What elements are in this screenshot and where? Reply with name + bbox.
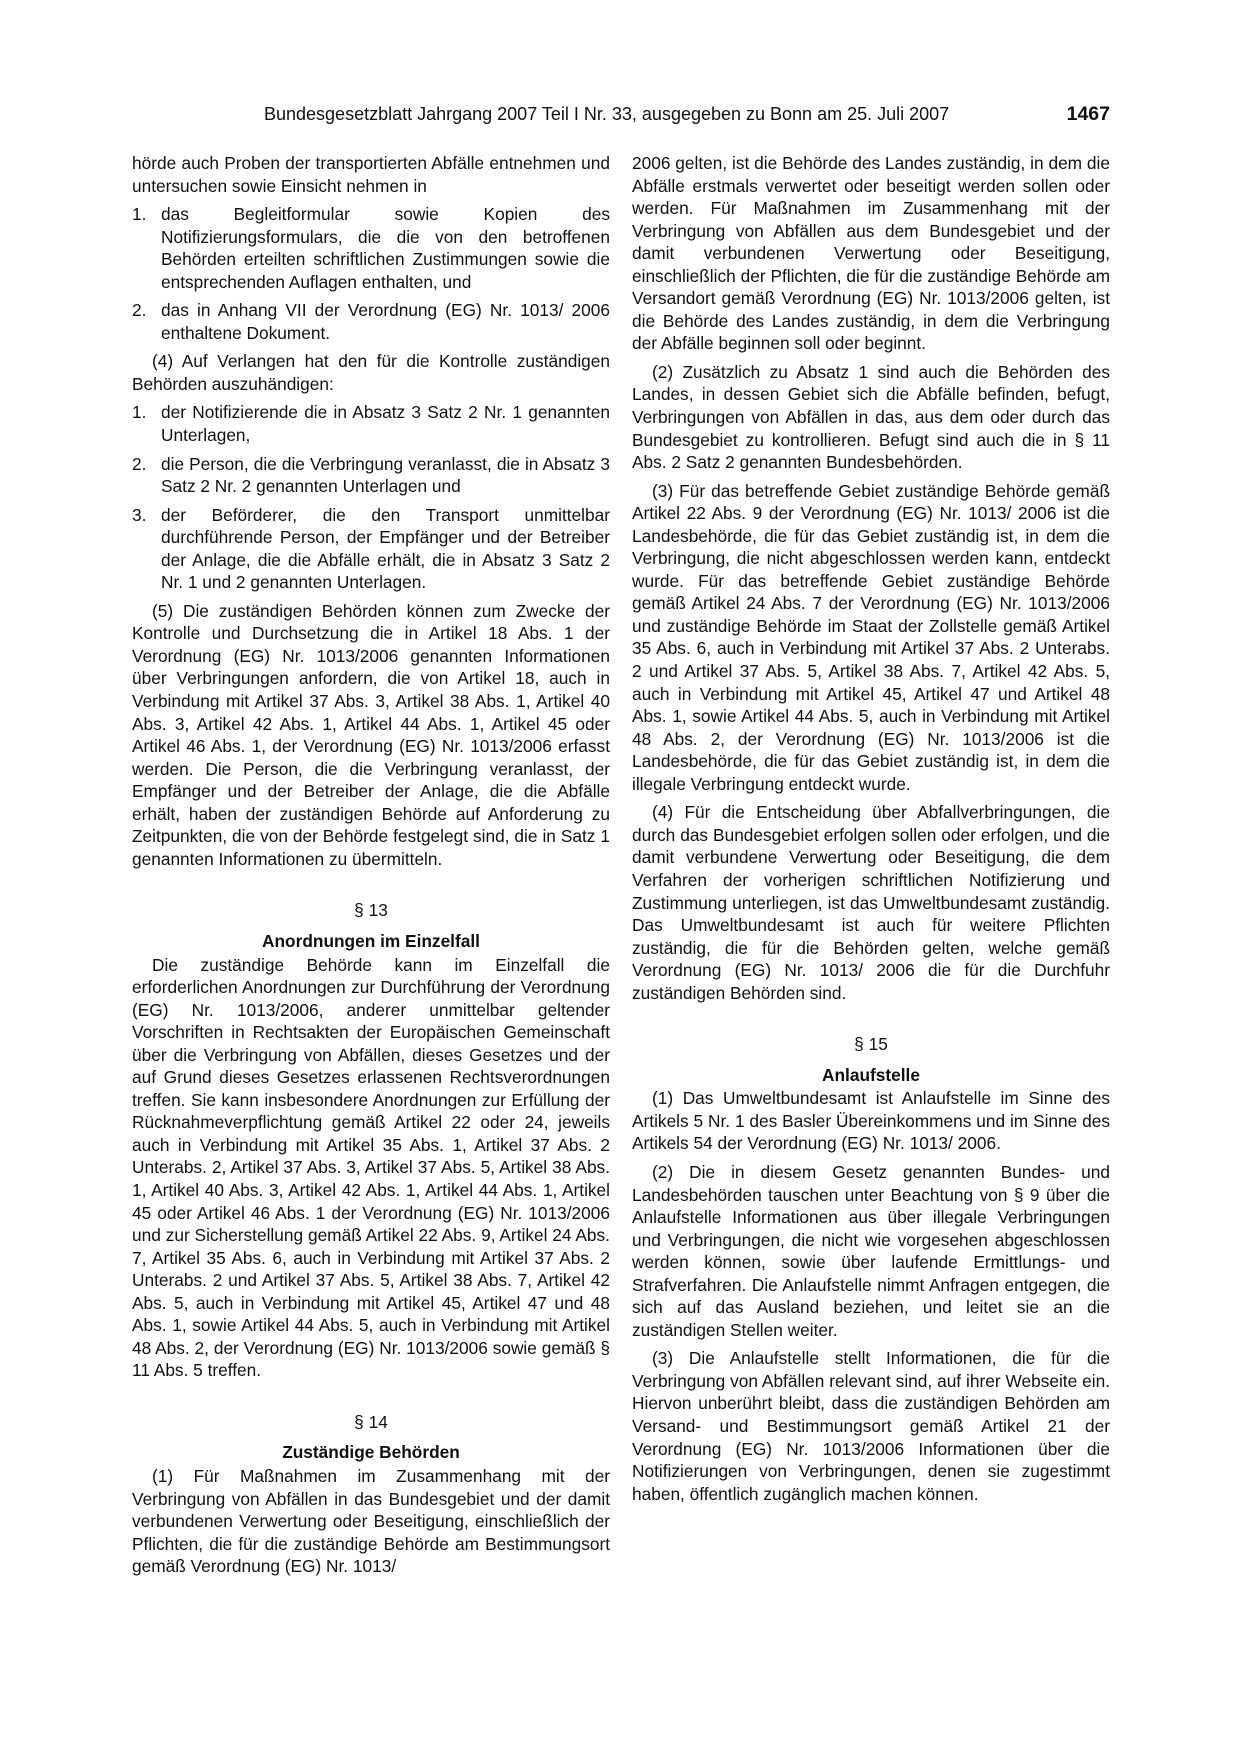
list-text: der Notifizierende die in Absatz 3 Satz 2 Nr. 1 genannten Unterlagen, [161, 402, 610, 446]
list-text: die Person, die die Verbringung veranlasst, die in Absatz 3 Satz 2 Nr. 2 genannten Unterlagen und [161, 453, 610, 497]
section-number: § 15 [854, 1034, 888, 1055]
paragraph-abs-3: (3) Für das betreffende Gebiet zuständige Behörde gemäß Artikel 22 Abs. 9 der Verordnung (EG) Nr. 1013/ 2006 ist die Landesbehörde, die für das Gebiet zuständig ist, in dem die Verbringung, die nicht abgeschlossen werden kann, entdeckt wurde. Für das betreffende Gebiet zuständige Behörde gemäß Artikel 24 Abs. 7 der Verordnung (EG) Nr. 1013/2006 und zuständige Behörde im Staat der Zollstelle gemäß Artikel 35 Abs. 6, auch in Verbindung mit Artikel 37 Abs. 2 Unterabs. 2 und Artikel 37 Abs. 5, Artikel 38 Abs. 7, Artikel 42 Abs. 5, auch in Verbindung mit Artikel 45, Artikel 47 und Artikel 48 Abs. 1, sowie Artikel 44 Abs. 5, auch in Verbindung mit Artikel 48 Abs. 2, der Verordnung (EG) Nr. 1013/2006 ist die Landesbehörde, die für das Gebiet zuständig ist, in dem die illegale Verbringung entdeckt wurde. [632, 480, 1110, 794]
list-number: 1. [132, 204, 147, 225]
continued-paragraph: 2006 gelten, ist die Behörde des Landes zuständig, in dem die Abfälle erstmals verwertet oder beseitigt werden sollen oder werden. Für Maßnahmen im Zusammenhang mit der Verbringung von Abfällen aus dem Bundesgebiet und der damit verbundenen Verwertung oder Beseitigung, einschließlich der Pflichten, die für die zuständige Behörde am Versandort gemäß Verordnung (EG) Nr. 1013/2006 gelten, ist die Behörde des Landes zuständig, in dem die Verbringung der Abfälle beginnen soll oder beginnt. [632, 153, 1110, 354]
list-item [132, 299, 610, 344]
list-item [132, 453, 610, 498]
continued-paragraph: hörde auch Proben der transportierten Abfälle entnehmen und untersuchen sowie Einsicht nehmen in [132, 153, 610, 196]
section-number: § 13 [354, 900, 388, 921]
section-13-text: Die zuständige Behörde kann im Einzelfall die erforderlichen Anordnungen zur Durchführung der Verordnung (EG) Nr. 1013/2006, anderer unmittelbar geltender Vorschriften in Rechtsakten der Europäischen Gemeinschaft über die Verbringung von Abfällen, dieses Gesetzes und der auf Grund dieses Gesetzes erlassenen Rechtsverordnungen treffen. Sie kann insbesondere Anordnungen zur Erfüllung der Rücknahmeverpflichtung gemäß Artikel 22 oder 24, jeweils auch in Verbindung mit Artikel 35 Abs. 1, Artikel 37 Abs. 2 Unterabs. 2, Artikel 37 Abs. 3, Artikel 37 Abs. 5, Artikel 38 Abs. 1, Artikel 40 Abs. 3, Artikel 42 Abs. 1, Artikel 44 Abs. 1, Artikel 45 oder Artikel 46 Abs. 1 der Verordnung (EG) Nr. 1013/2006 und zur Sicherstellung gemäß Artikel 22 Abs. 9, Artikel 24 Abs. 7, Artikel 35 Abs. 6, auch in Verbindung mit Artikel 37 Abs. 2 Unterabs. 2 und Artikel 37 Abs. 5, Artikel 38 Abs. 7, Artikel 42 Abs. 5, auch in Verbindung mit Artikel 45, Artikel 47 und 48 Abs. 1, sowie Artikel 44 Abs. 5, auch in Verbindung mit Artikel 48 Abs. 2, der Verordnung (EG) Nr. 1013/2006 sowie gemäß § 11 Abs. 5 treffen. [132, 954, 610, 1381]
left-column [132, 152, 610, 1578]
page-number: 1467 [1066, 103, 1110, 125]
list-number: 1. [132, 402, 147, 423]
list-item [132, 203, 610, 293]
right-column [632, 152, 1110, 1505]
running-header: Bundesgesetzblatt Jahrgang 2007 Teil I Nr. 33, ausgegeben zu Bonn am 25. Juli 2007 [264, 104, 950, 124]
list-number: 2. [132, 453, 147, 474]
list-number: 3. [132, 504, 147, 525]
list-text: der Beförderer, die den Transport unmittelbar durchführende Person, der Empfänger und der Betreiber der Anlage, die die Abfälle erhält, die in Absatz 3 Satz 2 Nr. 1 und 2 genannten Unterlagen. [161, 504, 610, 593]
paragraph-abs-2: (2) Die in diesem Gesetz genannten Bundes- und Landesbehörden tauschen unter Beachtung von § 9 über die Anlaufstelle Informationen aus über illegale Verbringungen und Verbringungen, die nicht wie vorgesehen abgeschlossen werden können, sowie über laufende Ermittlungs- und Strafverfahren. Die Anlaufstelle nimmt Anfragen entgegen, die sich auf das Ausland beziehen, und leitet sie an die zuständigen Stellen weiter. [632, 1161, 1110, 1340]
paragraph-abs-4: (4) Auf Verlangen hat den für die Kontrolle zuständigen Behörden auszuhändigen: [132, 351, 610, 394]
section-number: § 14 [354, 1411, 388, 1432]
list-text: das Begleitformular sowie Kopien des Notifizierungsformulars, die die von den betroffenen Behörden erteilten schriftlichen Zustimmungen sowie die entsprechenden Auflagen enthalten, und [161, 204, 610, 292]
list-text: das in Anhang VII der Verordnung (EG) Nr. 1013/ 2006 enthaltene Dokument. [161, 300, 610, 343]
list-item [132, 401, 610, 446]
paragraph-abs-4: (4) Für die Entscheidung über Abfallverbringungen, die durch das Bundesgebiet erfolgen sollen oder erfolgen, und die damit verbundene Verwertung oder Beseitigung, die dem Verfahren der vorherigen schriftlichen Notifizierung und Zustimmung unterliegen, ist das Umweltbundesamt zuständig. Das Umweltbundesamt ist auch für weitere Pflichten zuständig, die für die Behörden gelten, welche gemäß Verordnung (EG) Nr. 1013/ 2006 die für die Durchfuhr zuständigen Behörden sind. [632, 802, 1110, 1003]
list-item [132, 504, 610, 594]
section-title: Anordnungen im Einzelfall [262, 930, 480, 951]
paragraph-abs-5: (5) Die zuständigen Behörden können zum Zwecke der Kontrolle und Durchsetzung die in Artikel 18 Abs. 1 der Verordnung (EG) Nr. 1013/2006 genannten Informationen über Verbringungen anfordern, die von Artikel 18, auch in Verbindung mit Artikel 37 Abs. 3, Artikel 38 Abs. 1, Artikel 40 Abs. 3, Artikel 42 Abs. 1, Artikel 44 Abs. 1, Artikel 45 oder Artikel 46 Abs. 1, der Verordnung (EG) Nr. 1013/2006 erfasst werden. Die Person, die die Verbringung veranlasst, der Empfänger und der Betreiber der Anlage, die die Abfälle erhält, haben der zuständigen Behörde auf Anforderung zu Zeitpunkten, die von der Behörde festgelegt sind, die in Satz 1 genannten Informationen zu übermitteln. [132, 600, 610, 869]
paragraph-abs-1: (1) Für Maßnahmen im Zusammenhang mit der Verbringung von Abfällen in das Bundesgebiet und der damit verbundenen Verwertung oder Beseitigung, einschließlich der Pflichten, die für die zuständige Behörde am Bestimmungsort gemäß Verordnung (EG) Nr. 1013/ [132, 1465, 610, 1577]
paragraph-abs-1: (1) Das Umweltbundesamt ist Anlaufstelle im Sinne des Artikels 5 Nr. 1 des Basler Übereinkommens und im Sinne des Artikels 54 der Verordnung (EG) Nr. 1013/ 2006. [632, 1088, 1110, 1154]
paragraph-abs-2: (2) Zusätzlich zu Absatz 1 sind auch die Behörden des Landes, in dessen Gebiet sich die Abfälle befinden, befugt, Verbringungen von Abfällen in das, aus dem oder durch das Bundesgebiet zu kontrollieren. Befugt sind auch die in § 11 Abs. 2 Satz 2 genannten Bundesbehörden. [632, 361, 1110, 473]
section-title: Zuständige Behörden [282, 1442, 460, 1463]
list-number: 2. [132, 300, 147, 321]
paragraph-abs-3: (3) Die Anlaufstelle stellt Informationen, die für die Verbringung von Abfällen relevant sind, auf ihrer Webseite ein. Hiervon unberührt bleibt, dass die zuständigen Behörden am Versand- und Bestimmungsort gemäß Artikel 21 der Verordnung (EG) Nr. 1013/2006 Informationen über die Notifizierungen von Verbringungen, denen sie zugestimmt haben, öffentlich zugänglich machen können. [632, 1348, 1110, 1504]
page-header [264, 101, 1110, 127]
section-title: Anlaufstelle [822, 1064, 920, 1085]
